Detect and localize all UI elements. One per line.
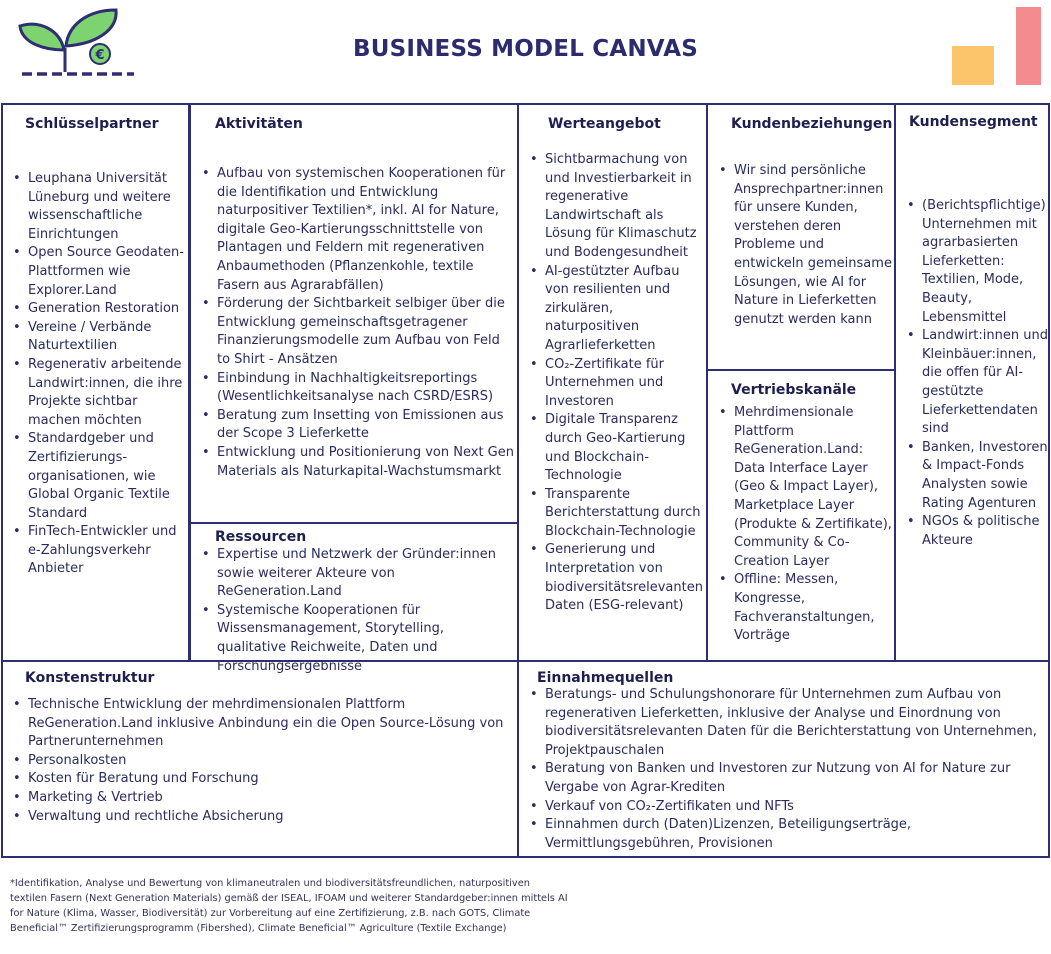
list-item: • Regenerativ arbeitende Landwirt:innen, die ihre Projekte sichtbar machen möchten	[10, 356, 186, 430]
section-title-schluesselpartner: Schlüsselpartner	[25, 116, 159, 132]
list-item: • Einbindung in Nachhaltigkeitsreportings (Wesentlichkeitsanalyse nach CSRD/ESRS)	[199, 370, 515, 407]
list-item: • Einnahmen durch (Daten)Lizenzen, Beteiligungserträge, Vermittlungsgebühren, Provisionen	[527, 816, 1045, 853]
list-item: • Aufbau von systemischen Kooperationen für die Identifikation und Entwicklung naturpositiver Textilien*, inkl. AI for Nature, digitale Geo-Kartierungsschnittstelle von Plantagen und Feldern mit regenerativen Anbaumethoden (Pflanzenkohle, textile Fasern aus Agrarabfällen)	[199, 165, 515, 295]
list-item: • Beratung von Banken und Investoren zur Nutzung von AI for Nature zur Vergabe von Agrar-Krediten	[527, 760, 1045, 797]
section-title-vertriebskanaele: Vertriebskanäle	[731, 382, 857, 398]
list-item: • Expertise und Netzwerk der Gründer:innen sowie weiterer Akteure von ReGeneration.Land	[199, 546, 515, 602]
list-item: • Wir sind persönliche Ansprechpartner:innen für unsere Kunden, verstehen deren Probleme und entwickeln gemeinsame Lösungen, wie AI for Nature in Lieferketten genutzt werden kann	[716, 162, 892, 329]
list-schluesselpartner	[10, 170, 186, 579]
list-werteangebot	[527, 151, 705, 616]
list-item: • FinTech-Entwickler und e-Zahlungsverkehr Anbieter	[10, 523, 186, 579]
list-item: • Technische Entwicklung der mehrdimensionalen Plattform ReGeneration.Land inklusive Anbindung ein die Open Source-Lösung von Partnerunternehmen	[10, 696, 510, 752]
section-title-kundenbeziehungen: Kundenbeziehungen	[731, 116, 893, 132]
list-item: • Beratung zum Insetting von Emissionen aus der Scope 3 Lieferkette	[199, 407, 515, 444]
section-title-aktivitaeten: Aktivitäten	[215, 116, 303, 132]
list-item: • Digitale Transparenz durch Geo-Kartierung und Blockchain-Technologie	[527, 411, 705, 485]
list-item: • Mehrdimensionale Plattform ReGeneration.Land: Data Interface Layer (Geo & Impact Layer), Marketplace Layer (Produkte & Zertifikate), Community & Co-Creation Layer	[716, 404, 892, 571]
list-kundenbeziehungen	[716, 162, 892, 329]
list-item: • Personalkosten	[10, 752, 510, 771]
list-kostenstruktur	[10, 696, 510, 826]
svg-text:€: €	[95, 48, 105, 63]
decor-pink-bar	[1016, 7, 1041, 85]
list-item: • Vereine / Verbände Naturtextilien	[10, 319, 186, 356]
list-vertriebskanaele	[716, 404, 892, 646]
list-item: • AI-gestützter Aufbau von resilienten und zirkulären, naturpositiven Agrarlieferketten	[527, 263, 705, 356]
section-title-ressourcen: Ressourcen	[215, 529, 307, 545]
section-title-kundensegment: Kundensegment	[909, 114, 1038, 130]
list-aktivitaeten	[199, 165, 515, 481]
list-item: • Standardgeber und Zertifizierungs-organisationen, wie Global Organic Textile Standard	[10, 430, 186, 523]
list-ressourcen	[199, 546, 515, 676]
list-item: • Beratungs- und Schulungshonorare für Unternehmen zum Aufbau von regenerativen Lieferketten, inklusive der Analyse und Einordnung von biodiversitätsrelevanten Daten für die Berichterstattung von Unternehmen, Projektpauschalen	[527, 686, 1045, 760]
list-item: • Transparente Berichterstattung durch Blockchain-Technologie	[527, 486, 705, 542]
list-item: • Generierung und Interpretation von biodiversitätsrelevanten Daten (ESG-relevant)	[527, 541, 705, 615]
list-item: • (Berichtspflichtige) Unternehmen mit agrarbasierten Lieferketten: Textilien, Mode, Beauty, Lebensmittel	[904, 197, 1048, 327]
section-title-kostenstruktur: Konstenstruktur	[25, 670, 155, 686]
list-item: • NGOs & politische Akteure	[904, 513, 1048, 550]
list-item: • Offline: Messen, Kongresse, Fachveranstaltungen, Vorträge	[716, 571, 892, 645]
section-title-werteangebot: Werteangebot	[548, 116, 661, 132]
list-item: • Kosten für Beratung und Forschung	[10, 770, 510, 789]
list-item: • Verkauf von CO₂-Zertifikaten und NFTs	[527, 798, 1045, 817]
list-item: • Generation Restoration	[10, 300, 186, 319]
decor-orange-square	[952, 46, 994, 85]
list-item: • Verwaltung und rechtliche Absicherung	[10, 808, 510, 827]
list-item: • Banken, Investoren & Impact-Fonds Analysten sowie Rating Agenturen	[904, 439, 1048, 513]
list-item: • Förderung der Sichtbarkeit selbiger über die Entwicklung gemeinschaftsgetragener Finanzierungsmodelle zum Aufbau von Feld to Shirt - Ansätzen	[199, 295, 515, 369]
footnote: *Identifikation, Analyse und Bewertung von klimaneutralen und biodiversitätsfreundlichen, naturpositiven textilen Fasern (Next Generation Materials) gemäß der ISEAL, IFOAM und weiterer Standardgeber:innen mittels AI for Nature (Klima, Wasser, Biodiversität) zur Vorbereitung auf eine Zertifizierung, z.B. nach GOTS, Climate Beneficial™ Zertifizierungsprogramm (Fibershed), Climate Beneficial™ Agriculture (Textile Exchange)	[10, 878, 568, 934]
list-item: • Landwirt:innen und Kleinbäuer:innen, die offen für AI-gestützte Lieferkettendaten sind	[904, 327, 1048, 439]
section-title-einnahmequellen: Einnahmequellen	[537, 670, 674, 686]
list-einnahmequellen	[527, 686, 1045, 853]
list-item: • Open Source Geodaten-Plattformen wie Explorer.Land	[10, 244, 186, 300]
list-kundensegment	[904, 197, 1048, 550]
list-item: • Sichtbarmachung von und Investierbarkeit in regenerative Landwirtschaft als Lösung für Klimaschutz und Bodengesundheit	[527, 151, 705, 263]
list-item: • Marketing & Vertrieb	[10, 789, 510, 808]
page-title: BUSINESS MODEL CANVAS	[352, 36, 699, 62]
list-item: • CO₂-Zertifikate für Unternehmen und Investoren	[527, 356, 705, 412]
list-item: • Leuphana Universität Lüneburg und weitere wissenschaftliche Einrichtungen	[10, 170, 186, 244]
list-item: • Entwicklung und Positionierung von Next Gen Materials als Naturkapital-Wachstumsmarkt	[199, 444, 515, 481]
list-item: • Systemische Kooperationen für Wissensmanagement, Storytelling, qualitative Reichweite, Daten und Forschungsergebnisse	[199, 602, 515, 676]
